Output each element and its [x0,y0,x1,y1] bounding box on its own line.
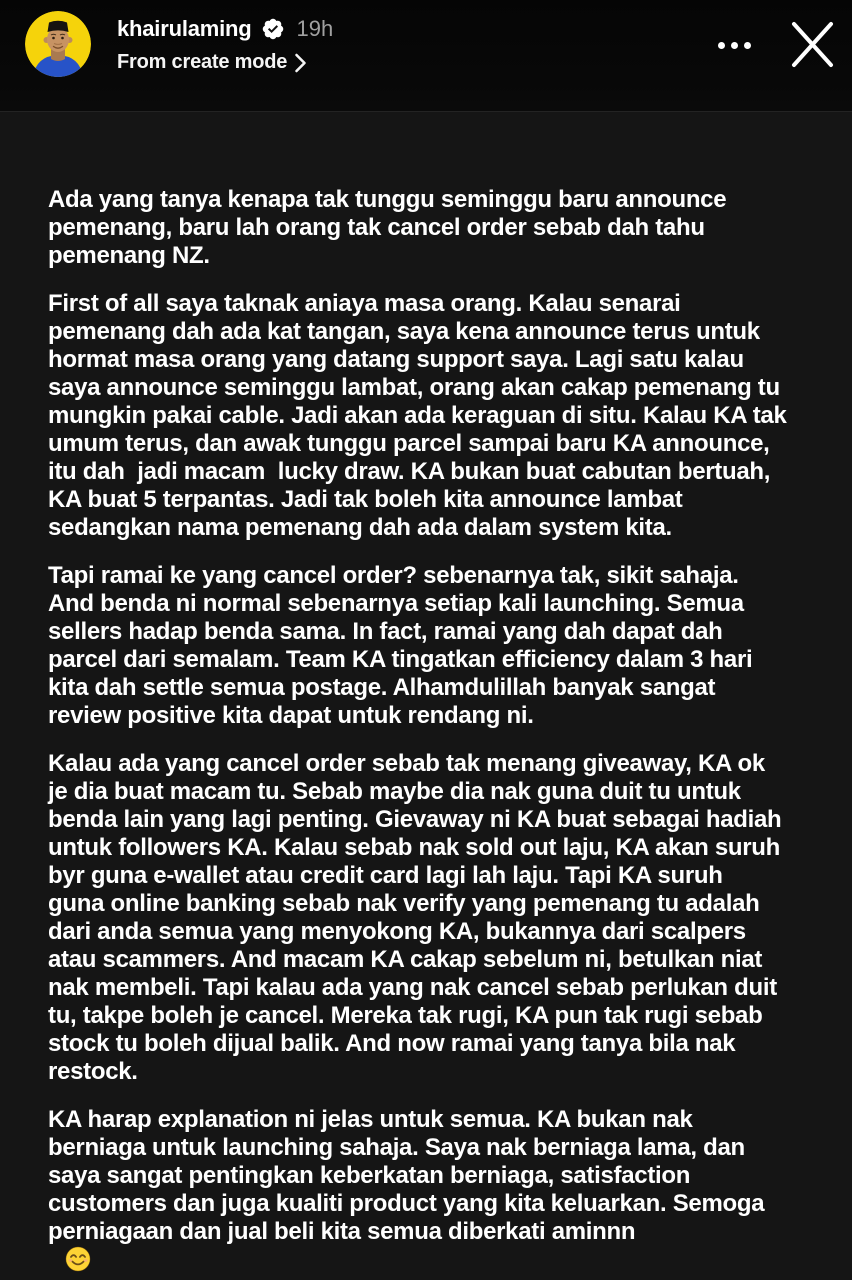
story-paragraph [48,186,832,270]
avatar[interactable] [25,11,91,77]
smiling-face-emoji-icon [65,1246,91,1275]
story-line: tu, takpe boleh je cancel. Mereka tak rugi, KA pun tak rugi sebab [48,1002,763,1029]
header-text [117,16,333,74]
story-line: pemenang NZ. [48,242,210,269]
more-options-icon [718,42,725,49]
close-icon [788,20,836,68]
story-line: kita dah settle semua postage. Alhamdulillah banyak sangat [48,674,716,701]
story-line: saya announce seminggu lambat, orang akan cakap pemenang tu [48,374,780,401]
story-header [0,0,852,110]
story-paragraph [48,750,832,1086]
story-line: atau scammers. And macam KA cakap sebelum ni, betulkan niat [48,946,763,973]
story-line: parcel dari semalam. Team KA tingatkan efficiency dalam 3 hari [48,646,753,673]
story-line: customers dan juga kualiti product yang kita keluarkan. Semoga [48,1190,765,1217]
story-line: perniagaan dan jual beli kita semua diberkati aminnn [48,1218,832,1275]
story-paragraph [48,562,832,730]
story-line: KA buat 5 terpantas. Jadi tak boleh kita announce lambat [48,486,683,513]
story-paragraph [48,1106,832,1275]
chevron-right-icon [294,53,307,73]
story-line: saya sangat pentingkan keberkatan berniaga, satisfaction [48,1162,691,1189]
story-line: benda lain yang lagi penting. Gievaway ni KA buat sebagai hadiah [48,806,782,833]
story-line: je dia buat macam tu. Sebab maybe dia nak guna duit tu untuk [48,778,741,805]
story-line: untuk followers KA. Kalau sebab nak sold out laju, KA akan suruh [48,834,781,861]
story-line: byr guna e-wallet atau credit card lagi lah laju. Tapi KA suruh [48,862,723,889]
story-line: sellers hadap benda sama. In fact, ramai yang dah dapat dah [48,618,723,645]
story-line: hormat masa orang yang datang support saya. Lagi satu kalau [48,346,744,373]
story-line: umum terus, dan awak tunggu parcel sampai baru KA announce, [48,430,770,457]
story-line: review positive kita dapat untuk rendang ni. [48,702,534,729]
more-options-button[interactable] [708,27,760,63]
story-line: restock. [48,1058,138,1085]
story-line: berniaga untuk launching sahaja. Saya nak berniaga lama, dan [48,1134,745,1161]
avatar-image [25,11,91,77]
story-line: guna online banking sebab nak verify yang pemenang tu adalah [48,890,760,917]
source-link[interactable] [117,51,333,74]
story-paragraph [48,290,832,542]
story-text [48,186,832,1280]
story-line: stock tu boleh dijual balik. And now ramai yang tanya bila nak [48,1030,736,1057]
story-line: pemenang, baru lah orang tak cancel order sebab dah tahu [48,214,705,241]
story-line: pemenang dah ada kat tangan, saya kena announce terus untuk [48,318,760,345]
story-line: dari anda semua yang menyokong KA, bukannya dari scalpers [48,918,746,945]
story-line: Tapi ramai ke yang cancel order? sebenarnya tak, sikit sahaja. [48,562,739,589]
source-label: From create mode [117,51,288,73]
story-line: mungkin pakai cable. Jadi akan ada keraguan di situ. Kalau KA tak [48,402,787,429]
username[interactable]: khairulaming [117,16,252,41]
story-line: And benda ni normal sebenarnya setiap kali launching. Semua [48,590,744,617]
story-line: KA harap explanation ni jelas untuk semua. KA bukan nak [48,1106,693,1133]
story-viewport[interactable] [0,111,852,1280]
story-line: Kalau ada yang cancel order sebab tak menang giveaway, KA ok [48,750,765,777]
story-line: nak membeli. Tapi kalau ada yang nak cancel sebab perlukan duit [48,974,777,1001]
story-line: itu dah jadi macam lucky draw. KA bukan buat cabutan bertuah, [48,458,771,485]
story-line: First of all saya taknak aniaya masa orang. Kalau senarai [48,290,681,317]
story-line: sedangkan nama pemenang dah ada dalam system kita. [48,514,672,541]
story-line: Ada yang tanya kenapa tak tunggu seminggu baru announce [48,186,727,213]
verified-badge-icon [261,17,285,41]
timestamp: 19h [296,16,334,41]
close-button[interactable] [784,16,840,72]
